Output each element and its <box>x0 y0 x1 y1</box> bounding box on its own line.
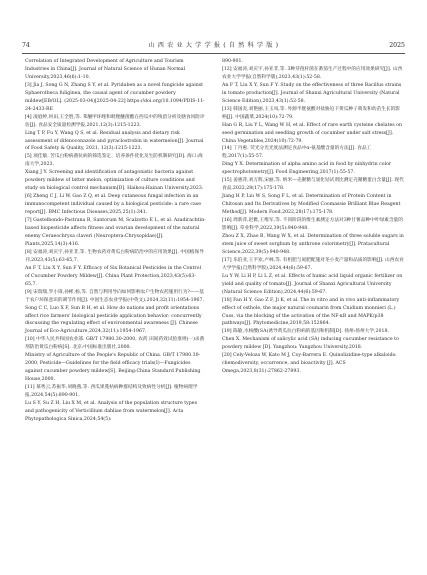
reference-entry: [19] 陈敏,水杨酸(SA)诱导黄瓜抗白粉病的基因和机制[D]. 扬州:扬州大学,2018. <box>222 329 389 335</box>
reference-entry: [20] Cely-Veloza W, Kato M J, Coy-Barrera E. Quinolizidine-type alkaloids: chemodiversity, occurrence, and bioactivity [J]. ACS Omega,2023,8(31):27862-27893. <box>222 353 397 375</box>
reference-entry: Ling T P, Fu Y, Wang Q S, et al. Residual analysis and dietary risk assessment of difenoconazole and pyraclostrobin in watermelon[J]. Journal of Food Safety & Quality, 2021, 12(3):1215-1223. <box>25 130 204 152</box>
reference-entry: Xiang J Y. Screening and identification of antagonistic bacteria against powdery mildew of bitter melon, optimization of culture conditions and study on biological control mechanism[D]. Haikou:Hainan University,2023. <box>25 170 204 192</box>
reference-entry: [10] 中华人民共和国农业部. GB/T 17980.30-2000, 农药 田间药效试验准则(一)杀菌剂防治黄瓜白粉病[S]. 北京:中国标准出版社,2000. <box>25 337 205 351</box>
reference-entry: [6] Zheng C J, Li W, Gao Z Q, et al. Deep cutaneous fungal infection in an immunocompetent individual caused by a biological pesticide: a rare case report[J]. BMC Infectious Diseases,2025,25(1):341. <box>25 194 201 216</box>
reference-entry: An F T, Liu X Y, Sun F Y. Efficacy of Six Botanical Pesticides in the Control of Cucumber Powdery Mildew[J]. China Plant Protection,2023,43(5):63-65,7. <box>25 265 201 287</box>
reference-entry: [14] 丁丹惠. 荧光分光光度法测定食品中α-氨基酸含量的方法[J]. 食品工程,2017(1):55-57. <box>222 146 372 160</box>
right-reference-column <box>222 58 404 376</box>
reference-entry: Zhou Z X, Zhao B, Wang W X, et al. Determination of three soluble sugars in stem juice of sweet sorghum by anthrone colorimetry[J]. Pratacultural Science,2022,39(5):940-948. <box>222 233 404 255</box>
reference-entry: Ministry of Agriculture of the People's Republic of China. GB/T 17980.30-2000, Pesticide—Guidelines for the field efficacy trials(I)—Fungicides against cucumber powdery mildew[S]. Beijing:China Standard Publishing House,2000. <box>25 353 201 383</box>
reference-entry: Song C C, Luo X F, Sun B H, et al. How do nations and profit orientations affect rice farmers' biological pesticide application behavior: concurrently discussing the regulating effect of environmental awareness [J]. Chinese Journal of Eco-Agriculture,2024,32(11):1954-1967. <box>25 305 202 335</box>
reference-entry: [15] 姜惠萍,刘万辉,宋丽,等. 纳米—壳聚糖与氯化钴试剂比测定壳聚糖蛋白含量[J]. 现代食品,2022,28(17):175-178. <box>222 178 404 192</box>
reference-entry: [3] Jia J, Song G N, Zhang S Y, et al. Pyridaben as a novel fungicide against Sphaerotheca fuliginea, the causal agent of cucumber powdery mildew[EB/OL]. (2025-03-04)[2025-04-22] https://doi.org/10.1094/PDIS-11-24-2433-RE <box>25 82 205 112</box>
publication-year: 2025 <box>389 42 405 49</box>
reference-entry: [5] 项佳敏. 苦瓜白粉病菌抗病的筛选鉴定、培养条件优化及生防机制研究[D]. 海口:海南大学,2023. <box>25 154 203 168</box>
reference-entry: Correlation of Integrated Development of Agriculture and Tourism Industries in China[J]. Journal of Natural Science of Hunan Normal University,2023,46(6):1-10. <box>25 59 186 80</box>
reference-entry: [12] 安福涛,刘庆宇,孙亚非,等. 3种芽孢杆菌在番茄生产过程中的应用效果研究[J]. 山西农业大学学报(自然科学版),2023,43(1):52-58. <box>222 66 403 80</box>
reference-entry: Ding Y X. Determination of alpha amino acid in food by ninhydrin color spectrophotometry[J]. Food Engineering,2017(1):55-57. <box>222 162 392 176</box>
reference-entry: [17] 乐伯亚,王平欢,卢林,等. 有机肥与氮肥配施对冬小麦产量和品质的影响[J]. 山西农业大学学报(自然科学版),2024,44(6):59-67. <box>222 257 404 271</box>
reference-entry: Lu Y W, Li H P, Li L Z, et al. Effects of humic acid liquid organic fertilizer on yield and quality of tomato[J]. Journal of Shanxi Agricultural University (Natural Science Edition),2024,44(6):59-67. <box>222 273 403 295</box>
reference-entry: [8] 安福涛,刘庆宇,孙亚非,等. 生物农药对黄瓜白粉病防治中的应用效果[J]. 中国植保导刊,2023,43(5):63-65,7. <box>25 249 204 263</box>
reference-entry: [9] 宋瑞瑞,罗小锋,孙彬,杨,等. 自然与利用导向如何影响农户生物农药施用行为?——基于农户环保意识的调节作用[J]. 中国生态农业学报(中英文),2024,32(11):1954-1967. <box>25 289 204 303</box>
reference-entry: [7] Gastelbondo-Pastrana B, Santorum M, Scalzotto E L, et al. Azadirachtin-based biopesticide affects fitness and ovarian development of the natural enemy Ceraeochrysa claveri (Neuroptera:Chrysopidae)[J]. Plants,2025,14(3):416. <box>25 218 206 247</box>
reference-entry: Lu S Y, Su Z H, Liu X M, et al. Analysis of the population structure types and pathogenicity of Verticillium dahliae from watermelon[J]. Acta Phytopathologica Sinica,2024,54(5): <box>25 400 197 422</box>
left-reference-column <box>25 58 207 424</box>
reference-entry: Chen X. Mechanism of salicylic acid (SA) inducing cucumber resistance to powdery mildew [D]. Yangzhou: Yangzhou University,2018. <box>222 337 399 351</box>
reference-entry: An F T, Liu X Y, Sun F Y. Study on the effectiveness of three Bacillus strains in tomato production[J]. Journal of Shanxi Agricultural University (Natural Science Edition),2023,43(1):52-58. <box>222 82 402 104</box>
reference-entry: [4] 凌庭婷,何田,王全胜,等. 苯醚甲环唑和吡唑醚菌酯在西瓜中的残留分析及膳食风险评估[J]. 食品安全质量检测学报,2021,12(3):1215-1223. <box>25 114 205 128</box>
reference-entry: [16] 周新萍,赵雅,王维军,等. 不同阶段的维生素测定方法对3种甘薯品种中叶绿素含量的影响[J]. 草业科学,2022,39(5):940-948. <box>222 218 403 232</box>
reference-entry: 890-901. <box>222 59 243 64</box>
page-header <box>22 40 405 52</box>
header-rule <box>22 53 405 54</box>
reference-entry: Han G R, Liu Y L, Wang W H, et al. Effect of rare earth cysteine chelates on seed germination and seedling growth of cucumber under salt stress[J]. China Vegetables,2024(10):72-79. <box>222 122 402 144</box>
reference-entry: [13] 韩国炎,刘艳丽,王玉凤,等. 外源半胱氨酸对盐胁迫下黄瓜种子萌发和幼苗生长的影响[J]. 中国蔬菜,2024(10):72-79. <box>222 106 400 120</box>
reference-entry: Jiang H P, Liu W S, Song F L, et al. Determination of Protein Content in Chitosan and Its Derivatives by Modified Coomassie Brilliant Blue Reagent Method[J]. Modern Food,2022,28(17):175-178. <box>222 194 401 216</box>
journal-title: 山 西 农 业 大 学 学 报 ( 自 然 科 学 版 ) <box>148 42 279 49</box>
reference-entry: [18] Fan H Y, Gao Z F, Ji K, et al. The in vitro and in vivo anti-inflammatory effect of osthole, the major natural coumarin from Cnidium monnieri (L.) Cuss, via the blocking of the activation of the NF-κB and MAPK/p38 pathways[J]. Phytomedicine,2019,58:152864. <box>222 297 400 327</box>
reference-entry: [11] 慕秀云,苏振华,刘晓燕,等. 西瓜果蔓枯病种群结构及致病性分析[J]. 植物病理学报,2024,54(5):890-901. <box>25 385 198 399</box>
page-number: 74 <box>22 42 30 49</box>
